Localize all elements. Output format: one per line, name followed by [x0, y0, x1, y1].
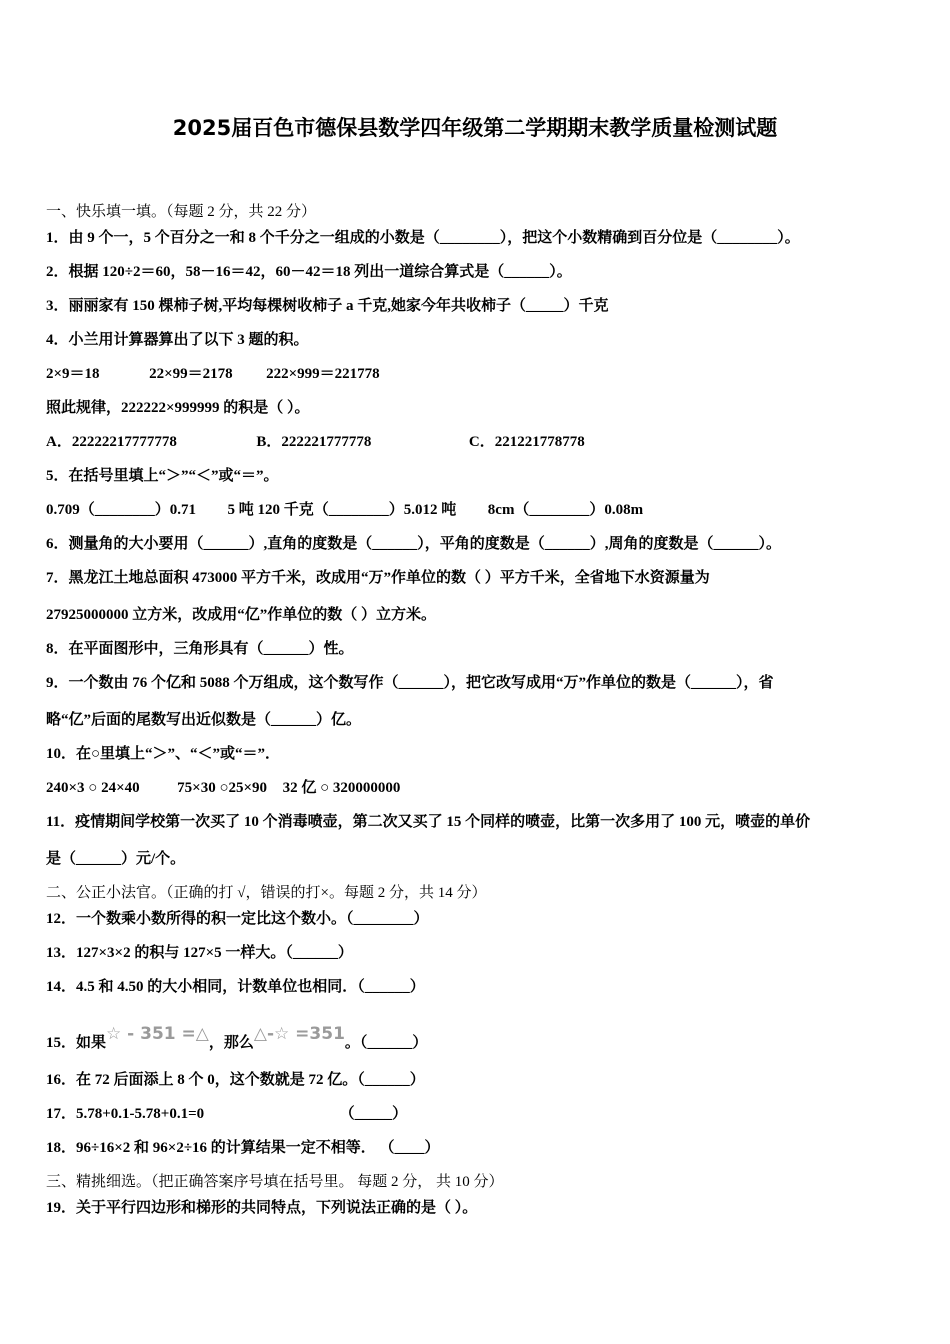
- q15-formula-1: ☆ - 351 =△: [106, 1024, 209, 1044]
- question-7-line-1: 7．黑龙江土地总面积 473000 平方千米，改成用“万”作单位的数（ ）平方千米，全省地下水资源量为: [46, 570, 710, 586]
- question-11-line-2: 是（______）元/个。: [46, 851, 186, 867]
- question-11-line-1: 11．疫情期间学校第一次买了 10 个消毒喷壶，第二次又买了 15 个同样的喷壶，比第一次多用了 100 元，喷壶的单价: [46, 814, 811, 830]
- section-3-heading: 三、精挑细选。（把正确答案序号填在括号里。 每题 2 分， 共 10 分）: [46, 1174, 504, 1190]
- q10-item-c: 32 亿 ○ 320000000: [282, 780, 401, 796]
- question-9-line-2: 略“亿”后面的尾数写出近似数是（______）亿。: [46, 712, 362, 728]
- q15-middle: ，那么: [208, 1035, 254, 1051]
- question-5: 5．在括号里填上“＞”“＜”或“＝”。: [46, 468, 279, 484]
- question-2: 2．根据 120÷2＝60，58－16＝42，60－42＝18 列出一道综合算式是（______）。: [46, 264, 572, 280]
- question-4-ask: 照此规律，222222×999999 的积是（ ）。: [46, 400, 310, 416]
- question-1: 1．由 9 个一，5 个百分之一和 8 个千分之一组成的小数是（________），把这个小数精确到百分位是（________）。: [46, 230, 800, 246]
- q5-item-c: 8cm（________）0.08m: [487, 502, 644, 518]
- q4-equation-3: 222×999＝221778: [266, 366, 380, 382]
- q17-text: 17．5.78+0.1-5.78+0.1=0: [46, 1106, 205, 1122]
- question-10: 10．在○里填上“＞”、“＜”或“＝”．: [46, 746, 281, 762]
- q4-option-b: B．222221777778: [256, 434, 372, 450]
- q17-blank: （_____）: [339, 1106, 408, 1122]
- question-14: 14．4.5 和 4.50 的大小相同，计数单位也相同．（______）: [46, 979, 425, 995]
- question-10-items: [46, 778, 400, 798]
- q15-prefix: 15．如果: [46, 1035, 107, 1051]
- q4-equation-2: 22×99＝2178: [149, 366, 233, 382]
- question-4-options: [46, 432, 585, 452]
- q10-item-a: 240×3 ○ 24×40: [46, 780, 140, 796]
- question-12: 12．一个数乘小数所得的积一定比这个数小。（________）: [46, 911, 429, 927]
- q4-option-c: C．221221778778: [468, 434, 585, 450]
- q4-equation-1: 2×9＝18: [46, 366, 100, 382]
- question-4-equations: [46, 364, 380, 384]
- page-title: 2025届百色市德保县数学四年级第二学期期末教学质量检测试题: [172, 116, 778, 140]
- section-2-heading: 二、公正小法官。（正确的打 √，错误的打×。每题 2 分，共 14 分）: [46, 885, 487, 901]
- q10-item-b: 75×30 ○25×90: [177, 780, 268, 796]
- question-13: 13．127×3×2 的积与 127×5 一样大。（______）: [46, 945, 353, 961]
- question-7-line-2: 27925000000 立方米，改成用“亿”作单位的数（ ）立方米。: [46, 607, 437, 623]
- question-18: 18．96÷16×2 和 96×2÷16 的计算结果一定不相等． （____）: [46, 1140, 440, 1156]
- question-15: [46, 1024, 427, 1053]
- question-17: [46, 1104, 407, 1124]
- question-19: 19．关于平行四边形和梯形的共同特点，下列说法正确的是（ ）。: [46, 1200, 478, 1216]
- q15-formula-2: △-☆ =351: [253, 1024, 345, 1044]
- question-5-items: [46, 500, 643, 520]
- q5-item-b: 5 吨 120 千克（________）5.012 吨: [227, 502, 457, 518]
- question-4: 4．小兰用计算器算出了以下 3 题的积。: [46, 332, 309, 348]
- question-6: 6．测量角的大小要用（______）,直角的度数是（______），平角的度数是（______）,周角的度数是（______）。: [46, 536, 782, 552]
- q5-item-a: 0.709（________）0.71: [46, 502, 197, 518]
- question-16: 16．在 72 后面添上 8 个 0，这个数就是 72 亿。（______）: [46, 1072, 425, 1088]
- question-9-line-1: 9．一个数由 76 个亿和 5088 个万组成，这个数写作（______），把它改写成用“万”作单位的数是（______），省: [46, 675, 774, 691]
- question-3: 3．丽丽家有 150 棵柿子树,平均每棵树收柿子 a 千克,她家今年共收柿子（_____）千克: [46, 298, 609, 314]
- q4-option-a: A．22222217777778: [46, 434, 177, 450]
- section-1-heading: 一、快乐填一填。（每题 2 分，共 22 分）: [46, 204, 317, 220]
- question-8: 8．在平面图形中，三角形具有（______）性。: [46, 641, 354, 657]
- q15-suffix: 。（______）: [344, 1035, 428, 1051]
